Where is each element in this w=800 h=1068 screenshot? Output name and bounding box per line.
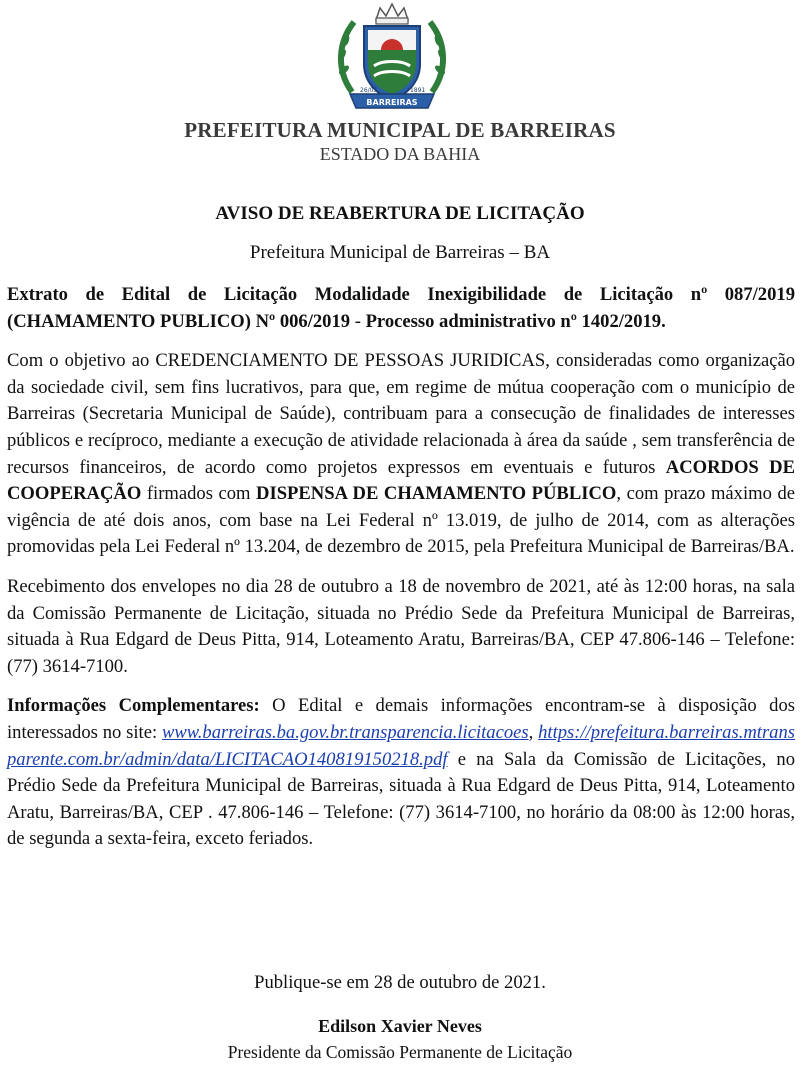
info-text-1: O Edital e demais informações encontram-se à disposição dos interessados no site: [7, 695, 795, 743]
signatory-name: Edilson Xavier Neves [318, 1016, 482, 1036]
info-label: Informações Complementares: [7, 695, 260, 717]
edital-pdf-link[interactable]: https://prefeitura.barreiras.mtransparente.com.br/admin/data/LICITACAO140819150218.pdf [7, 721, 796, 770]
seal-year-right: 1891 [410, 87, 426, 94]
object-paragraph [7, 348, 795, 561]
publish-date: Publique-se em 28 de outubro de 2021. [254, 972, 546, 993]
object-text-1: Com o objetivo ao CREDENCIAMENTO DE PESSOAS JURIDICAS, consideradas como organização da sociedade civil, sem fins lucrativos, para que, em regime de mútua cooperação com o município de Barreiras (Secretaria Municipal de Saúde), contribuam para a consecução de finalidades de interesses públicos e recíproco, mediante a execução de atividade relacionada à área da saúde , sem transferência de recursos financeiros, de acordo como projetos expressos em eventuais e futuros [7, 350, 795, 478]
object-text-2: firmados com [141, 483, 257, 505]
extract-title: Extrato de Edital de Licitação Modalidade Inexigibilidade de Licitação nº 087/2019 (CHAMAMENTO PUBLICO) Nº 006/2019 [7, 284, 795, 332]
object-bold-2: DISPENSA DE CHAMAMENTO PÚBLICO [256, 483, 617, 505]
state-name: ESTADO DA BAHIA [319, 144, 481, 164]
info-text-2: e na Sala da Comissão de Licitações, no Prédio Sede da Prefeitura Municipal de Barreiras, situada à Rua Edgard de Deus Pitta, 914, Loteamento Aratu, Barreiras/BA, CEP . 47.806-146 – Telefone: (77) 3614-7100, no horário da 08:00 às 12:00 horas, de segunda a sexta-feira, exceto feriados. [7, 748, 795, 850]
notice-title: AVISO DE REABERTURA DE LICITAÇÃO [215, 203, 585, 224]
extract-paragraph [7, 282, 795, 335]
notice-body [7, 282, 795, 866]
coat-of-arms-seal [330, 0, 454, 112]
object-text-3: , com prazo máximo de vigência de até dois anos, com base na Lei Federal nº 13.019, de julho de 2014, com as alterações promovidas pela Lei Federal nº 13.204, de dezembro de 2015, pela Prefeitura Municipal de Barreiras/BA. [7, 483, 795, 558]
extract-process: Processo administrativo nº 1402/2019. [365, 310, 666, 332]
signatory-role: Presidente da Comissão Permanente de Licitação [227, 1042, 573, 1062]
extract-separator: - [350, 310, 366, 332]
transparency-link[interactable]: www.barreiras.ba.gov.br.transparencia.licitacoes [161, 721, 529, 743]
institution-name: PREFEITURA MUNICIPAL DE BARREIRAS [184, 118, 616, 142]
info-paragraph [7, 693, 795, 853]
info-link-separator: , [528, 721, 539, 743]
seal-banner-text: BARREIRAS [366, 98, 418, 107]
receipt-paragraph: Recebimento dos envelopes no dia 28 de outubro a 18 de novembro de 2021, até às 12:00 horas, na sala da Comissão Permanente de Licitação, situada no Prédio Sede da Prefeitura Municipal de Barreiras, situada à Rua Edgard de Deus Pitta, 914, Loteamento Aratu, Barreiras/BA, CEP 47.806-146 – Telefone: (77) 3614-7100. [7, 575, 795, 677]
seal-year-left: 26/05 [360, 87, 378, 94]
notice-subtitle: Prefeitura Municipal de Barreiras – BA [249, 242, 551, 263]
object-bold-1: ACORDOS DE COOPERAÇÃO [7, 456, 795, 505]
